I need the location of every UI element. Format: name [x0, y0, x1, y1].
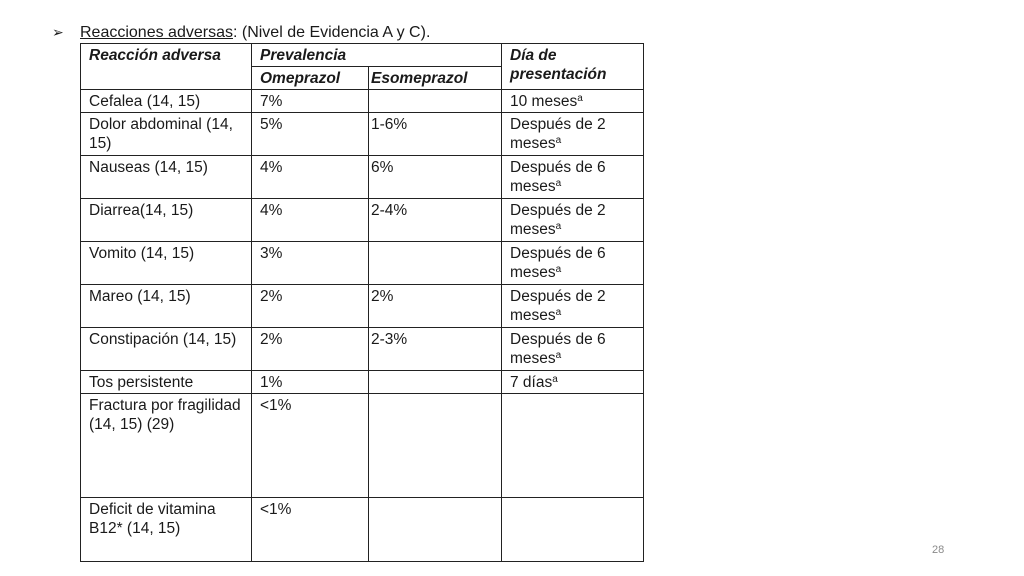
cell-omeprazol: [252, 285, 369, 328]
cell-esomeprazol: [369, 242, 502, 285]
cell-reaction: [81, 394, 252, 498]
cell-esomeprazol: [369, 498, 502, 562]
cell-day-text: Después de 2 meses: [510, 288, 606, 324]
cell-reaction: [81, 156, 252, 199]
cell-reaction-text: Deficit de vitamina B12* (14, 15): [89, 501, 216, 537]
cell-reaction-text: Diarrea(14, 15): [89, 202, 194, 219]
cell-day: [502, 90, 644, 113]
cell-esomeprazol-text: 6%: [371, 159, 394, 176]
superscript-note: a: [555, 350, 562, 361]
cell-omeprazol: [252, 156, 369, 199]
cell-day: [502, 199, 644, 242]
superscript-note: a: [555, 307, 562, 318]
cell-esomeprazol: [369, 90, 502, 113]
header-prevalence: Prevalencia: [252, 44, 502, 67]
superscript-note: a: [577, 93, 583, 104]
cell-day: [502, 156, 644, 199]
cell-omeprazol-text: 5%: [260, 116, 283, 133]
table-row: [81, 199, 644, 242]
cell-esomeprazol-text: 1-6%: [371, 116, 408, 133]
table-row: [81, 242, 644, 285]
cell-omeprazol: [252, 328, 369, 371]
table-row: [81, 371, 644, 394]
cell-reaction: [81, 199, 252, 242]
header-omeprazol: Omeprazol: [252, 67, 369, 90]
cell-day: [502, 242, 644, 285]
cell-esomeprazol: [369, 328, 502, 371]
cell-esomeprazol: [369, 394, 502, 498]
cell-reaction: [81, 90, 252, 113]
cell-omeprazol-text: <1%: [260, 397, 292, 414]
cell-day: [502, 371, 644, 394]
header-day: Día de presentación: [502, 44, 644, 90]
table-row: [81, 113, 644, 156]
cell-omeprazol-text: 4%: [260, 159, 283, 176]
cell-omeprazol-text: 1%: [260, 374, 283, 391]
cell-reaction-text: Fractura por fragilidad (14, 15) (29): [89, 397, 241, 433]
header-esomeprazol: Esomeprazol: [369, 67, 502, 90]
cell-day-text: Después de 6 meses: [510, 159, 606, 195]
cell-omeprazol-text: 3%: [260, 245, 283, 262]
superscript-note: a: [555, 264, 562, 275]
page-number: 28: [932, 544, 945, 556]
table-row: [81, 156, 644, 199]
table-header-row: [81, 44, 644, 67]
cell-esomeprazol-text: 2-4%: [371, 202, 408, 219]
cell-esomeprazol: [369, 156, 502, 199]
cell-day-text: Después de 6 meses: [510, 331, 606, 367]
cell-day-text: Después de 2 meses: [510, 202, 606, 238]
cell-esomeprazol: [369, 285, 502, 328]
cell-omeprazol: [252, 199, 369, 242]
cell-esomeprazol: [369, 199, 502, 242]
cell-reaction: [81, 242, 252, 285]
cell-esomeprazol-text: 2%: [371, 288, 394, 305]
cell-reaction: [81, 113, 252, 156]
cell-day-text: 10 meses: [510, 93, 578, 110]
arrow-bullet-icon: ➢: [52, 24, 64, 40]
cell-reaction-text: Vomito (14, 15): [89, 245, 195, 262]
cell-reaction: [81, 328, 252, 371]
heading-underlined-text: Reacciones adversas: [80, 24, 233, 41]
adverse-reactions-table: [80, 43, 644, 562]
cell-omeprazol: [252, 113, 369, 156]
superscript-note: a: [555, 221, 562, 232]
cell-reaction-text: Mareo (14, 15): [89, 288, 191, 305]
cell-day: [502, 285, 644, 328]
cell-omeprazol: [252, 394, 369, 498]
cell-esomeprazol: [369, 113, 502, 156]
cell-omeprazol: [252, 498, 369, 562]
cell-omeprazol-text: 7%: [260, 93, 283, 110]
header-reaction: Reacción adversa: [81, 44, 252, 90]
cell-reaction-text: Nauseas (14, 15): [89, 159, 208, 176]
cell-day-text: Después de 6 meses: [510, 245, 606, 281]
cell-day: [502, 328, 644, 371]
table-row: [81, 90, 644, 113]
cell-omeprazol: [252, 90, 369, 113]
cell-reaction-text: Dolor abdominal (14, 15): [89, 116, 233, 152]
table-row: [81, 498, 644, 562]
section-heading: [52, 22, 430, 43]
cell-reaction-text: Cefalea (14, 15): [89, 93, 201, 110]
superscript-note: a: [555, 178, 562, 189]
cell-day-text: Después de 2 meses: [510, 116, 606, 152]
table-row: [81, 328, 644, 371]
superscript-note: a: [552, 374, 558, 385]
cell-omeprazol-text: 2%: [260, 331, 283, 348]
cell-day: [502, 394, 644, 498]
cell-omeprazol: [252, 371, 369, 394]
table-row: [81, 285, 644, 328]
table-row: [81, 394, 644, 498]
cell-reaction-text: Tos persistente: [89, 374, 194, 391]
cell-day: [502, 498, 644, 562]
cell-day: [502, 113, 644, 156]
cell-omeprazol-text: 2%: [260, 288, 283, 305]
cell-reaction: [81, 285, 252, 328]
cell-esomeprazol: [369, 371, 502, 394]
heading-rest-text: : (Nivel de Evidencia A y C).: [232, 24, 431, 41]
cell-reaction: [81, 498, 252, 562]
cell-esomeprazol-text: 2-3%: [371, 331, 408, 348]
cell-day-text: 7 días: [510, 374, 553, 391]
cell-reaction: [81, 371, 252, 394]
cell-reaction-text: Constipación (14, 15): [89, 331, 237, 348]
cell-omeprazol-text: 4%: [260, 202, 283, 219]
cell-omeprazol: [252, 242, 369, 285]
cell-omeprazol-text: <1%: [260, 501, 292, 518]
superscript-note: a: [555, 135, 562, 146]
